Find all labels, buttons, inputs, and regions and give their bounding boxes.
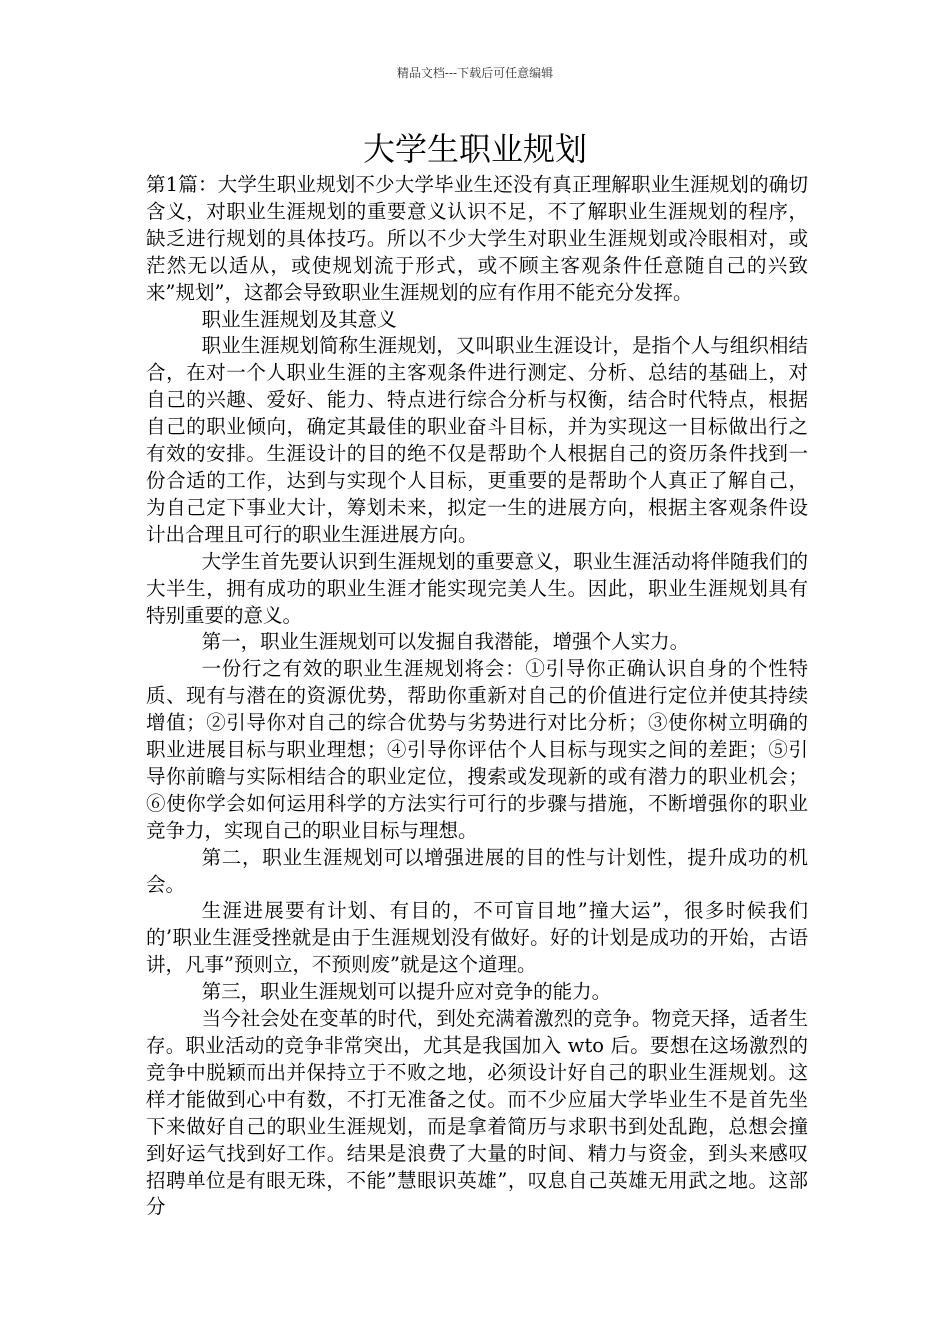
paragraph: 第二，职业生涯规划可以增强进展的目的性与计划性，提升成功的机会。: [146, 845, 808, 896]
paragraph: 大学生首先要认识到生涯规划的重要意义，职业生涯活动将伴随我们的大半生，拥有成功的职业生涯才能实现完美人生。因此，职业生涯规划具有特别重要的意义。: [146, 549, 808, 627]
paragraph: 生涯进展要有计划、有目的，不可盲目地”撞大运”，很多时候我们的’职业生涯受挫就是由于生涯规划没有做好。好的计划是成功的开始，古语讲，凡事”预则立，不预则废”就是这个道理。: [146, 899, 808, 977]
page-header: 精品文档---下载后可任意编辑: [396, 66, 554, 80]
paragraph: 一份行之有效的职业生涯规划将会：①引导你正确认识自身的个性特质、现有与潜在的资源优势，帮助你重新对自己的价值进行定位并使其持续增值；②引导你对自己的综合优势与劣势进行对比分析；③使你树立明确的职业进展目标与职业理想；④引导你评估个人目标与现实之间的差距；⑤引导你前瞻与实际相结合的职业定位，搜索或发现新的或有潜力的职业机会；⑥使你学会如何运用科学的方法实行可行的步骤与措施，不断增强你的职业竞争力，实现自己的职业目标与理想。: [146, 657, 808, 842]
paragraph: 当今社会处在变革的时代，到处充满着激烈的竞争。物竞天择，适者生存。职业活动的竞争非常突出，尤其是我国加入 wto 后。要想在这场激烈的竞争中脱颖而出并保持立于不败之地，必须设计好自己的职业生涯规划。这样才能做到心中有数，不打无准备之仗。而不少应届大学毕业生不是首先坐下来做好自己的职业生涯规划，而是拿着简历与求职书到处乱跑，总想会撞到好运气找到好工作。结果是浪费了大量的时间、精力与资金，到头来感叹招聘单位是有眼无珠，不能”慧眼识英雄”，叹息自己英雄无用武之地。这部分: [146, 1007, 808, 1219]
paragraph: 职业生涯规划简称生涯规划，又叫职业生涯设计，是指个人与组织相结合，在对一个人职业生涯的主客观条件进行测定、分析、总结的基础上，对自己的兴趣、爱好、能力、特点进行综合分析与权衡，结合时代特点，根据自己的职业倾向，确定其最佳的职业奋斗目标，并为实现这一目标做出行之有效的安排。生涯设计的目的绝不仅是帮助个人根据自己的资历条件找到一份合适的工作，达到与实现个人目标，更重要的是帮助个人真正了解自己，为自己定下事业大计，筹划未来，拟定一生的进展方向，根据主客观条件设计出合理且可行的职业生涯进展方向。: [146, 334, 808, 546]
document-title: 大学生职业规划: [362, 130, 587, 168]
section-heading: 职业生涯规划及其意义: [201, 307, 397, 331]
paragraph: 第一，职业生涯规划可以发掘自我潜能，增强个人实力。: [201, 630, 690, 654]
document-body: [146, 172, 808, 1221]
paragraph: 第1篇：大学生职业规划不少大学毕业生还没有真正理解职业生涯规划的确切含义，对职业生涯规划的重要意义认识不足，不了解职业生涯规划的程序，缺乏进行规划的具体技巧。所以不少大学生对职业生涯规划或冷眼相对，或茫然无以适从，或使规划流于形式，或不顾主客观条件任意随自己的兴致来”规划”，这都会导致职业生涯规划的应有作用不能充分发挥。: [146, 173, 808, 304]
paragraph: 第三，职业生涯规划可以提升应对竞争的能力。: [201, 980, 612, 1004]
